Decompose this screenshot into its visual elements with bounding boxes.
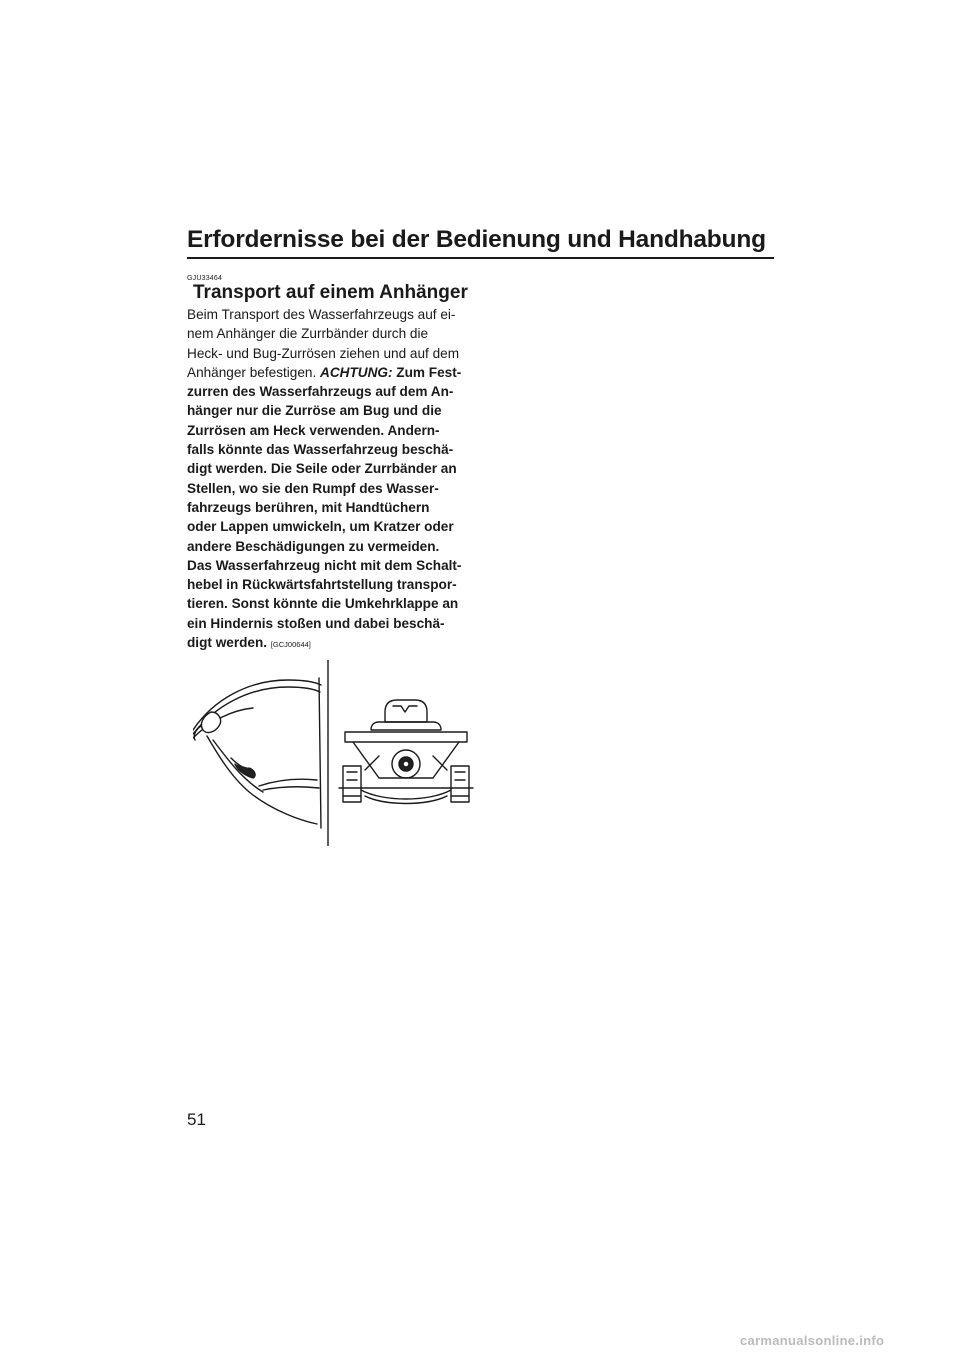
caution-ref: [GCJ00644] bbox=[270, 640, 311, 650]
bow-closeup-drawing bbox=[193, 678, 321, 828]
title-rule bbox=[187, 257, 774, 259]
caution-last: digt werden. bbox=[187, 635, 268, 651]
page-number: 51 bbox=[187, 1110, 206, 1129]
section-heading: Transport auf einem Anhänger bbox=[193, 282, 468, 303]
caution-line: tieren. Sonst könnte die Umkehrklappe an bbox=[187, 596, 459, 612]
caution-line: Stellen, wo sie den Rumpf des Wasser- bbox=[187, 480, 439, 496]
trailer-illustration bbox=[193, 660, 483, 846]
caution-line: ein Hindernis stoßen und dabei beschä- bbox=[187, 615, 445, 631]
caution-last-line bbox=[187, 633, 471, 654]
caution-line: oder Lappen umwickeln, um Kratzer oder bbox=[187, 519, 454, 535]
caution-line: Das Wasserfahrzeug nicht mit dem Schalt- bbox=[187, 557, 462, 573]
footer-watermark: carmanualsonline.info bbox=[740, 1333, 885, 1348]
body-line: Heck- und Bug-Zurrösen ziehen und auf dem bbox=[187, 345, 460, 361]
caution-line: fahrzeugs berühren, mit Handtüchern bbox=[187, 499, 430, 515]
caution-first: Zum Fest- bbox=[392, 364, 462, 380]
body-line: Beim Transport des Wasserfahrzeugs auf ei- bbox=[187, 307, 456, 322]
caution-label: ACHTUNG: bbox=[320, 364, 393, 380]
caution-line: andere Beschädigungen zu vermeiden. bbox=[187, 538, 440, 554]
caution-line: digt werden. Die Seile oder Zurrbänder an bbox=[187, 461, 457, 477]
body-line-start: Anhänger befestigen. bbox=[187, 364, 321, 380]
caution-line: hänger nur die Zurröse am Bug und die bbox=[187, 403, 442, 419]
body-line: nem Anhänger die Zurrbänder durch die bbox=[187, 326, 429, 342]
body-text bbox=[187, 305, 471, 654]
body-line-mixed bbox=[187, 363, 471, 382]
caution-line: Zurrösen am Heck verwenden. Andern- bbox=[187, 422, 440, 438]
section-code: GJU33464 bbox=[187, 275, 223, 282]
rear-view-drawing bbox=[339, 700, 473, 804]
page-title: Erfordernisse bei der Bedienung und Handhabung bbox=[187, 226, 766, 253]
caution-line: hebel in Rückwärtsfahrtstellung transpor- bbox=[187, 577, 457, 593]
caution-line: zurren des Wasserfahrzeugs auf dem An- bbox=[187, 384, 454, 400]
caution-line: falls könnte das Wasserfahrzeug beschä- bbox=[187, 442, 454, 458]
